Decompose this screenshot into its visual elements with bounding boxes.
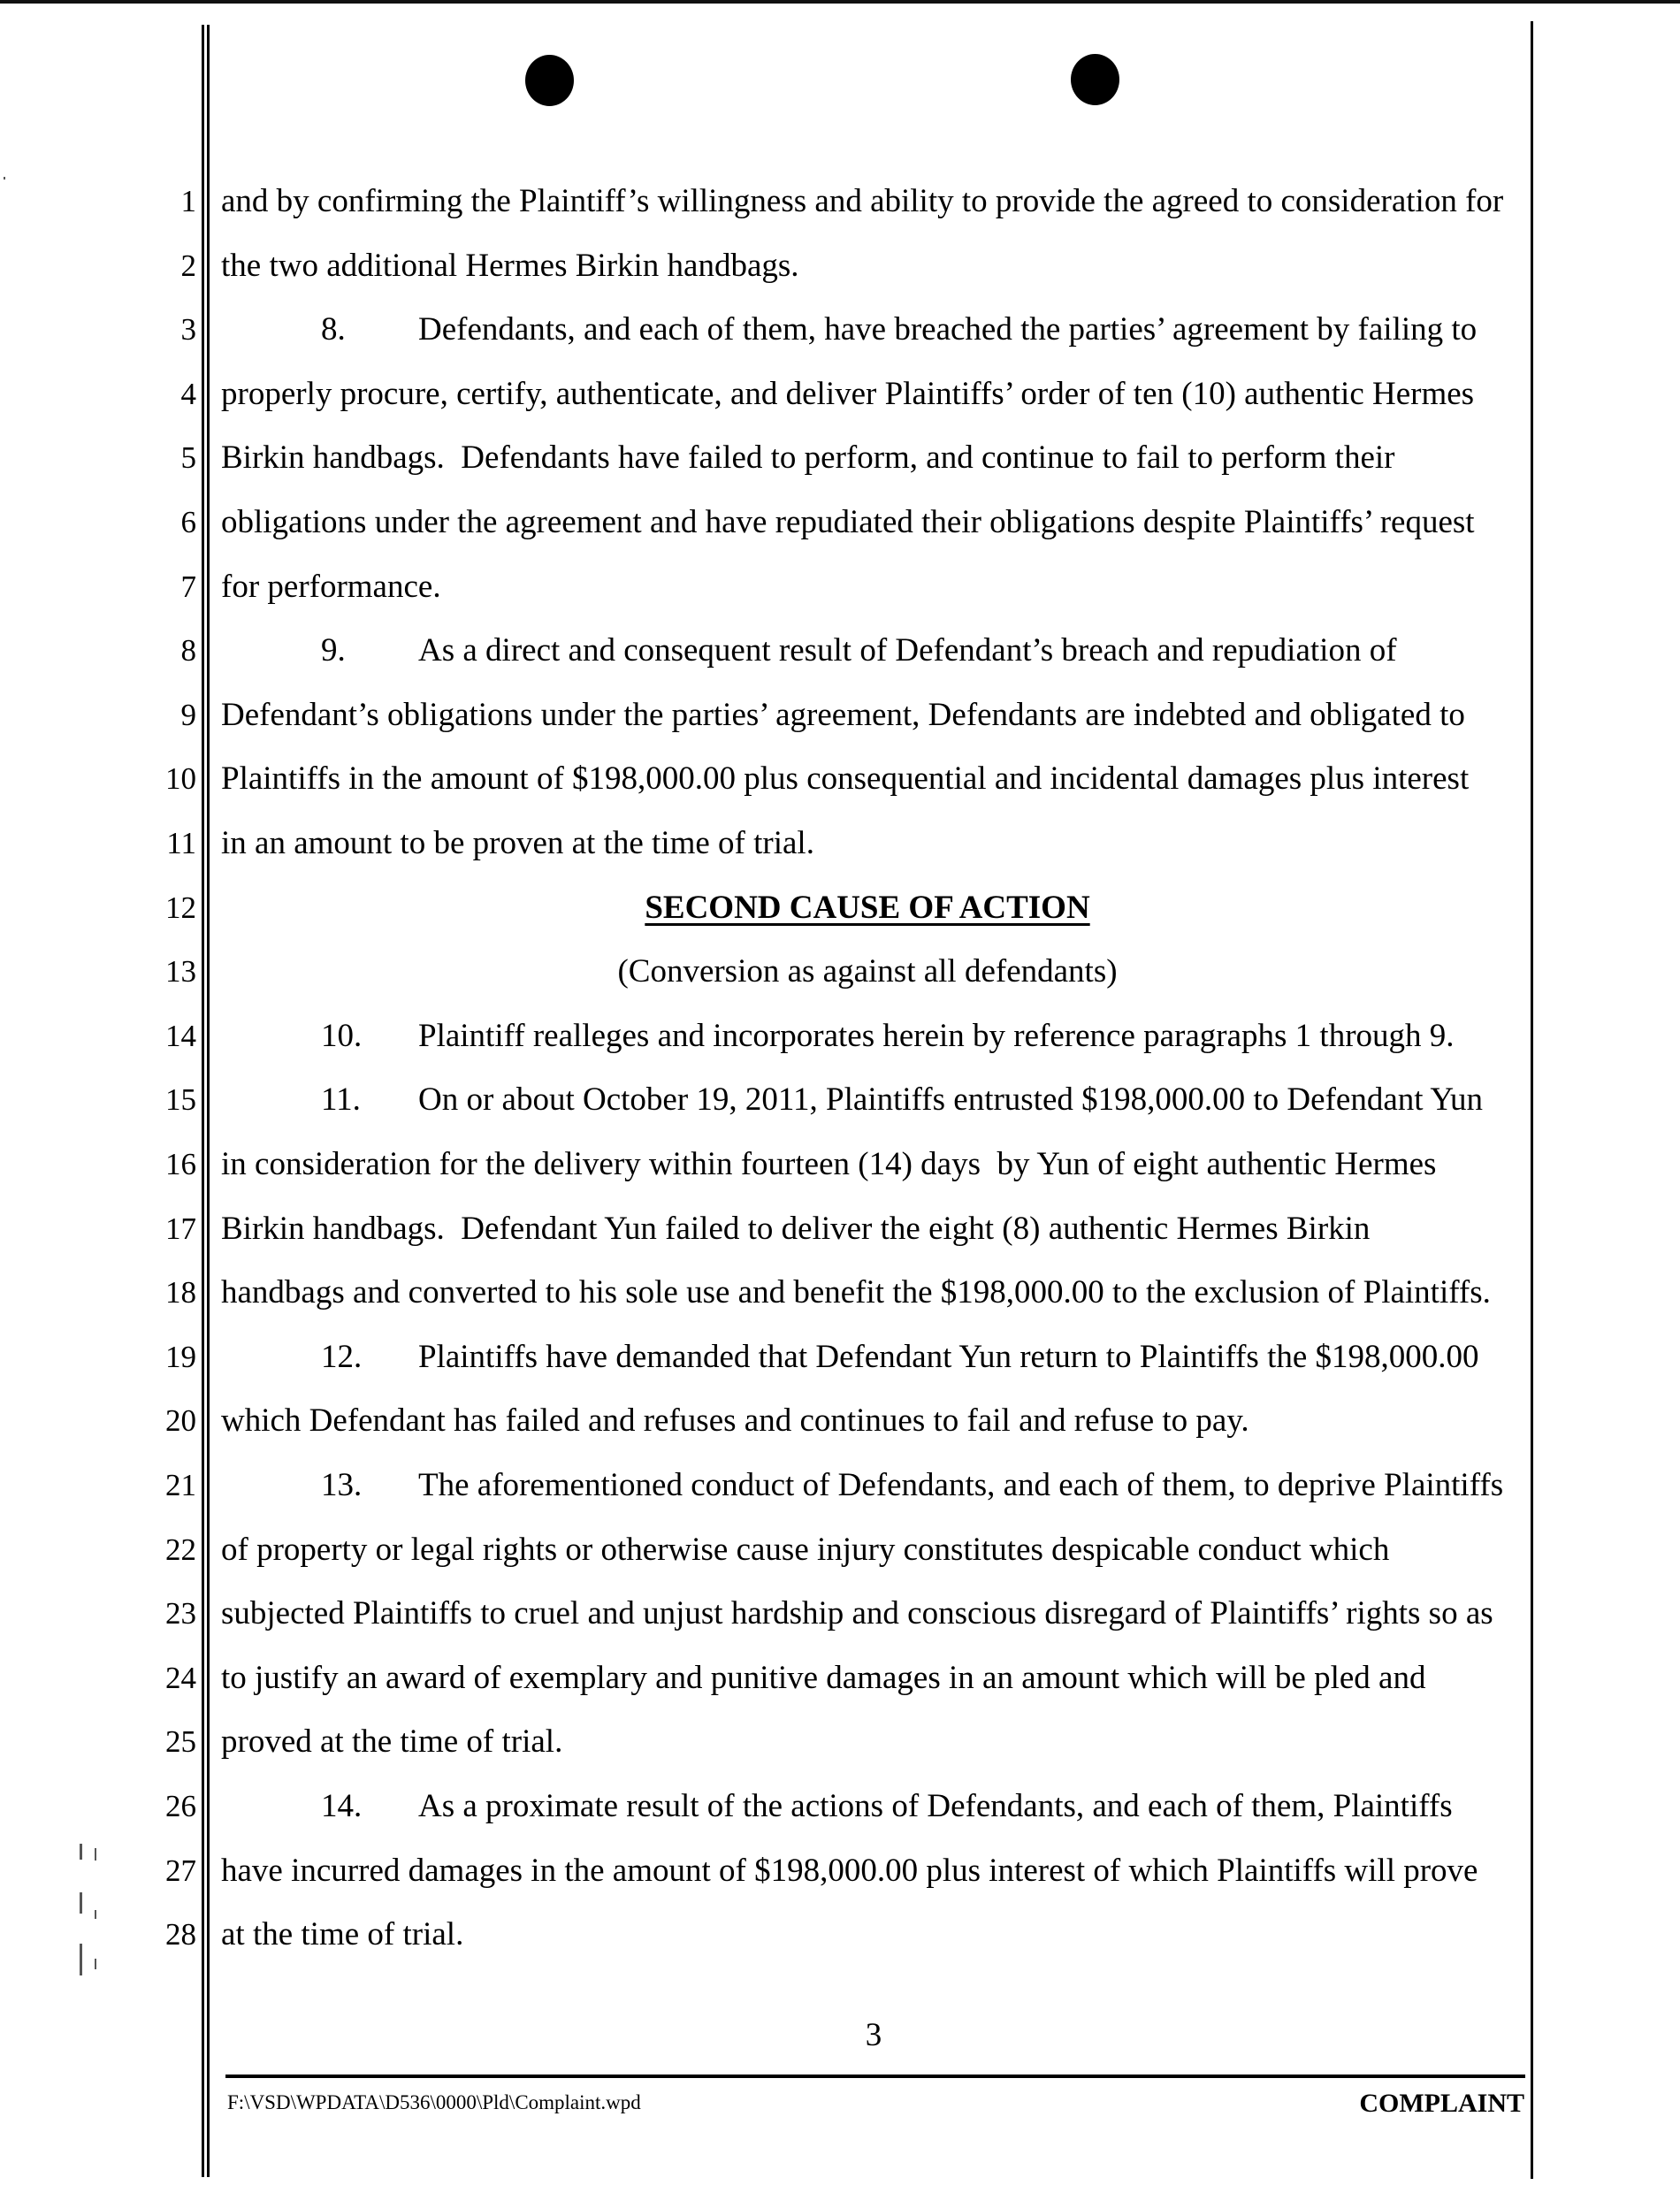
line-number: 23 xyxy=(165,1596,196,1631)
text-line: for performance. xyxy=(221,569,441,605)
text-line: Plaintiffs have demanded that Defendant Yun return to Plaintiffs the $198,000.00 xyxy=(418,1339,1479,1375)
line-number: 2 xyxy=(180,248,196,283)
left-margin-rule-inner xyxy=(207,25,210,2177)
line-number: 20 xyxy=(165,1403,196,1438)
line-number: 27 xyxy=(165,1853,196,1888)
paragraph-number: 8. xyxy=(321,311,346,348)
text-line: handbags and converted to his sole use and benefit the $198,000.00 to the exclusion of Plaintiffs. xyxy=(221,1274,1491,1310)
right-margin-rule xyxy=(1531,21,1533,2179)
text-line: properly procure, certify, authenticate, and deliver Plaintiffs’ order of ten (10) authentic Hermes xyxy=(221,376,1475,412)
text-line: The aforementioned conduct of Defendants, and each of them, to deprive Plaintiffs xyxy=(418,1467,1504,1503)
footer-file-path: F:\VSD\WPDATA\D536\0000\Pld\Complaint.wpd xyxy=(227,2091,641,2113)
line-number: 13 xyxy=(165,954,196,989)
line-number: 18 xyxy=(165,1275,196,1310)
text-line: subjected Plaintiffs to cruel and unjust hardship and conscious disregard of Plaintiffs’ rights so as xyxy=(221,1595,1493,1631)
line-number: 22 xyxy=(165,1532,196,1567)
line-number: 26 xyxy=(165,1789,196,1823)
text-line: obligations under the agreement and have repudiated their obligations despite Plaintiffs’ request xyxy=(221,504,1475,540)
line-number: 28 xyxy=(165,1917,196,1952)
line-number: 19 xyxy=(165,1340,196,1374)
text-line: at the time of trial. xyxy=(221,1916,464,1952)
scan-top-edge xyxy=(0,0,1680,4)
line-number: 5 xyxy=(180,440,196,475)
footer-document-title: COMPLAINT xyxy=(1359,2089,1524,2118)
scan-speck xyxy=(80,1944,82,1975)
punch-hole-right xyxy=(1071,54,1119,105)
scan-speck xyxy=(95,1910,96,1919)
text-line: On or about October 19, 2011, Plaintiffs entrusted $198,000.00 to Defendant Yun xyxy=(418,1081,1484,1118)
text-line: Plaintiff realleges and incorporates herein by reference paragraphs 1 through 9. xyxy=(418,1018,1455,1054)
line-number: 15 xyxy=(165,1082,196,1117)
paragraph-number: 11. xyxy=(321,1081,361,1118)
line-number: 14 xyxy=(165,1019,196,1053)
text-line: which Defendant has failed and refuses and continues to fail and refuse to pay. xyxy=(221,1402,1249,1439)
paragraph-number: 9. xyxy=(321,632,346,669)
text-line: Birkin handbags. Defendants have failed to perform, and continue to fail to perform their xyxy=(221,439,1395,476)
line-number: 6 xyxy=(180,505,196,539)
line-number: 17 xyxy=(165,1211,196,1246)
line-number: 4 xyxy=(180,377,196,411)
line-number: 9 xyxy=(180,698,196,732)
text-line: in consideration for the delivery within fourteen (14) days by Yun of eight authentic Hermes xyxy=(221,1146,1437,1182)
line-number: 8 xyxy=(180,633,196,668)
line-number: 12 xyxy=(165,890,196,925)
paragraph-number: 13. xyxy=(321,1467,363,1503)
text-line: proved at the time of trial. xyxy=(221,1723,563,1760)
text-line: of property or legal rights or otherwise cause injury constitutes despicable conduct which xyxy=(221,1532,1390,1568)
line-number: 25 xyxy=(165,1724,196,1759)
page-number: 3 xyxy=(865,2017,882,2053)
text-line: Defendants, and each of them, have breached the parties’ agreement by failing to xyxy=(418,311,1478,348)
scan-speck xyxy=(95,1959,96,1969)
paragraph-number: 12. xyxy=(321,1339,363,1375)
text-line: As a direct and consequent result of Defendant’s breach and repudiation of xyxy=(418,632,1397,669)
line-number: 3 xyxy=(180,312,196,347)
text-line: As a proximate result of the actions of Defendants, and each of them, Plaintiffs xyxy=(418,1788,1453,1824)
section-subheading: (Conversion as against all defendants) xyxy=(617,953,1118,990)
line-number: 16 xyxy=(165,1147,196,1181)
text-line: the two additional Hermes Birkin handbags. xyxy=(221,248,799,284)
line-number: 24 xyxy=(165,1661,196,1695)
line-number: 7 xyxy=(180,569,196,604)
text-line: Plaintiffs in the amount of $198,000.00 plus consequential and incidental damages plus interest xyxy=(221,760,1470,797)
text-line: to justify an award of exemplary and punitive damages in an amount which will be pled and xyxy=(221,1660,1426,1696)
paragraph-number: 14. xyxy=(321,1788,363,1824)
text-line: Defendant’s obligations under the parties’ agreement, Defendants are indebted and obligated to xyxy=(221,697,1465,733)
paragraph-number: 10. xyxy=(321,1018,363,1054)
line-number: 1 xyxy=(180,184,196,218)
text-line: and by confirming the Plaintiff’s willingness and ability to provide the agreed to consideration for xyxy=(221,183,1504,219)
scan-speck xyxy=(4,177,5,180)
scan-speck xyxy=(95,1848,96,1861)
section-heading: SECOND CAUSE OF ACTION xyxy=(645,890,1090,926)
scan-speck xyxy=(80,1844,82,1860)
scan-speck xyxy=(80,1892,82,1914)
line-number: 10 xyxy=(165,761,196,796)
text-line: Birkin handbags. Defendant Yun failed to deliver the eight (8) authentic Hermes Birkin xyxy=(221,1211,1371,1247)
text-line: in an amount to be proven at the time of trial. xyxy=(221,825,814,861)
footer-rule xyxy=(225,2075,1525,2078)
punch-hole-left xyxy=(525,55,574,106)
line-number: 21 xyxy=(165,1468,196,1502)
text-line: have incurred damages in the amount of $198,000.00 plus interest of which Plaintiffs will prove xyxy=(221,1853,1478,1889)
line-number: 11 xyxy=(166,826,196,860)
left-margin-rule-outer xyxy=(202,25,204,2177)
